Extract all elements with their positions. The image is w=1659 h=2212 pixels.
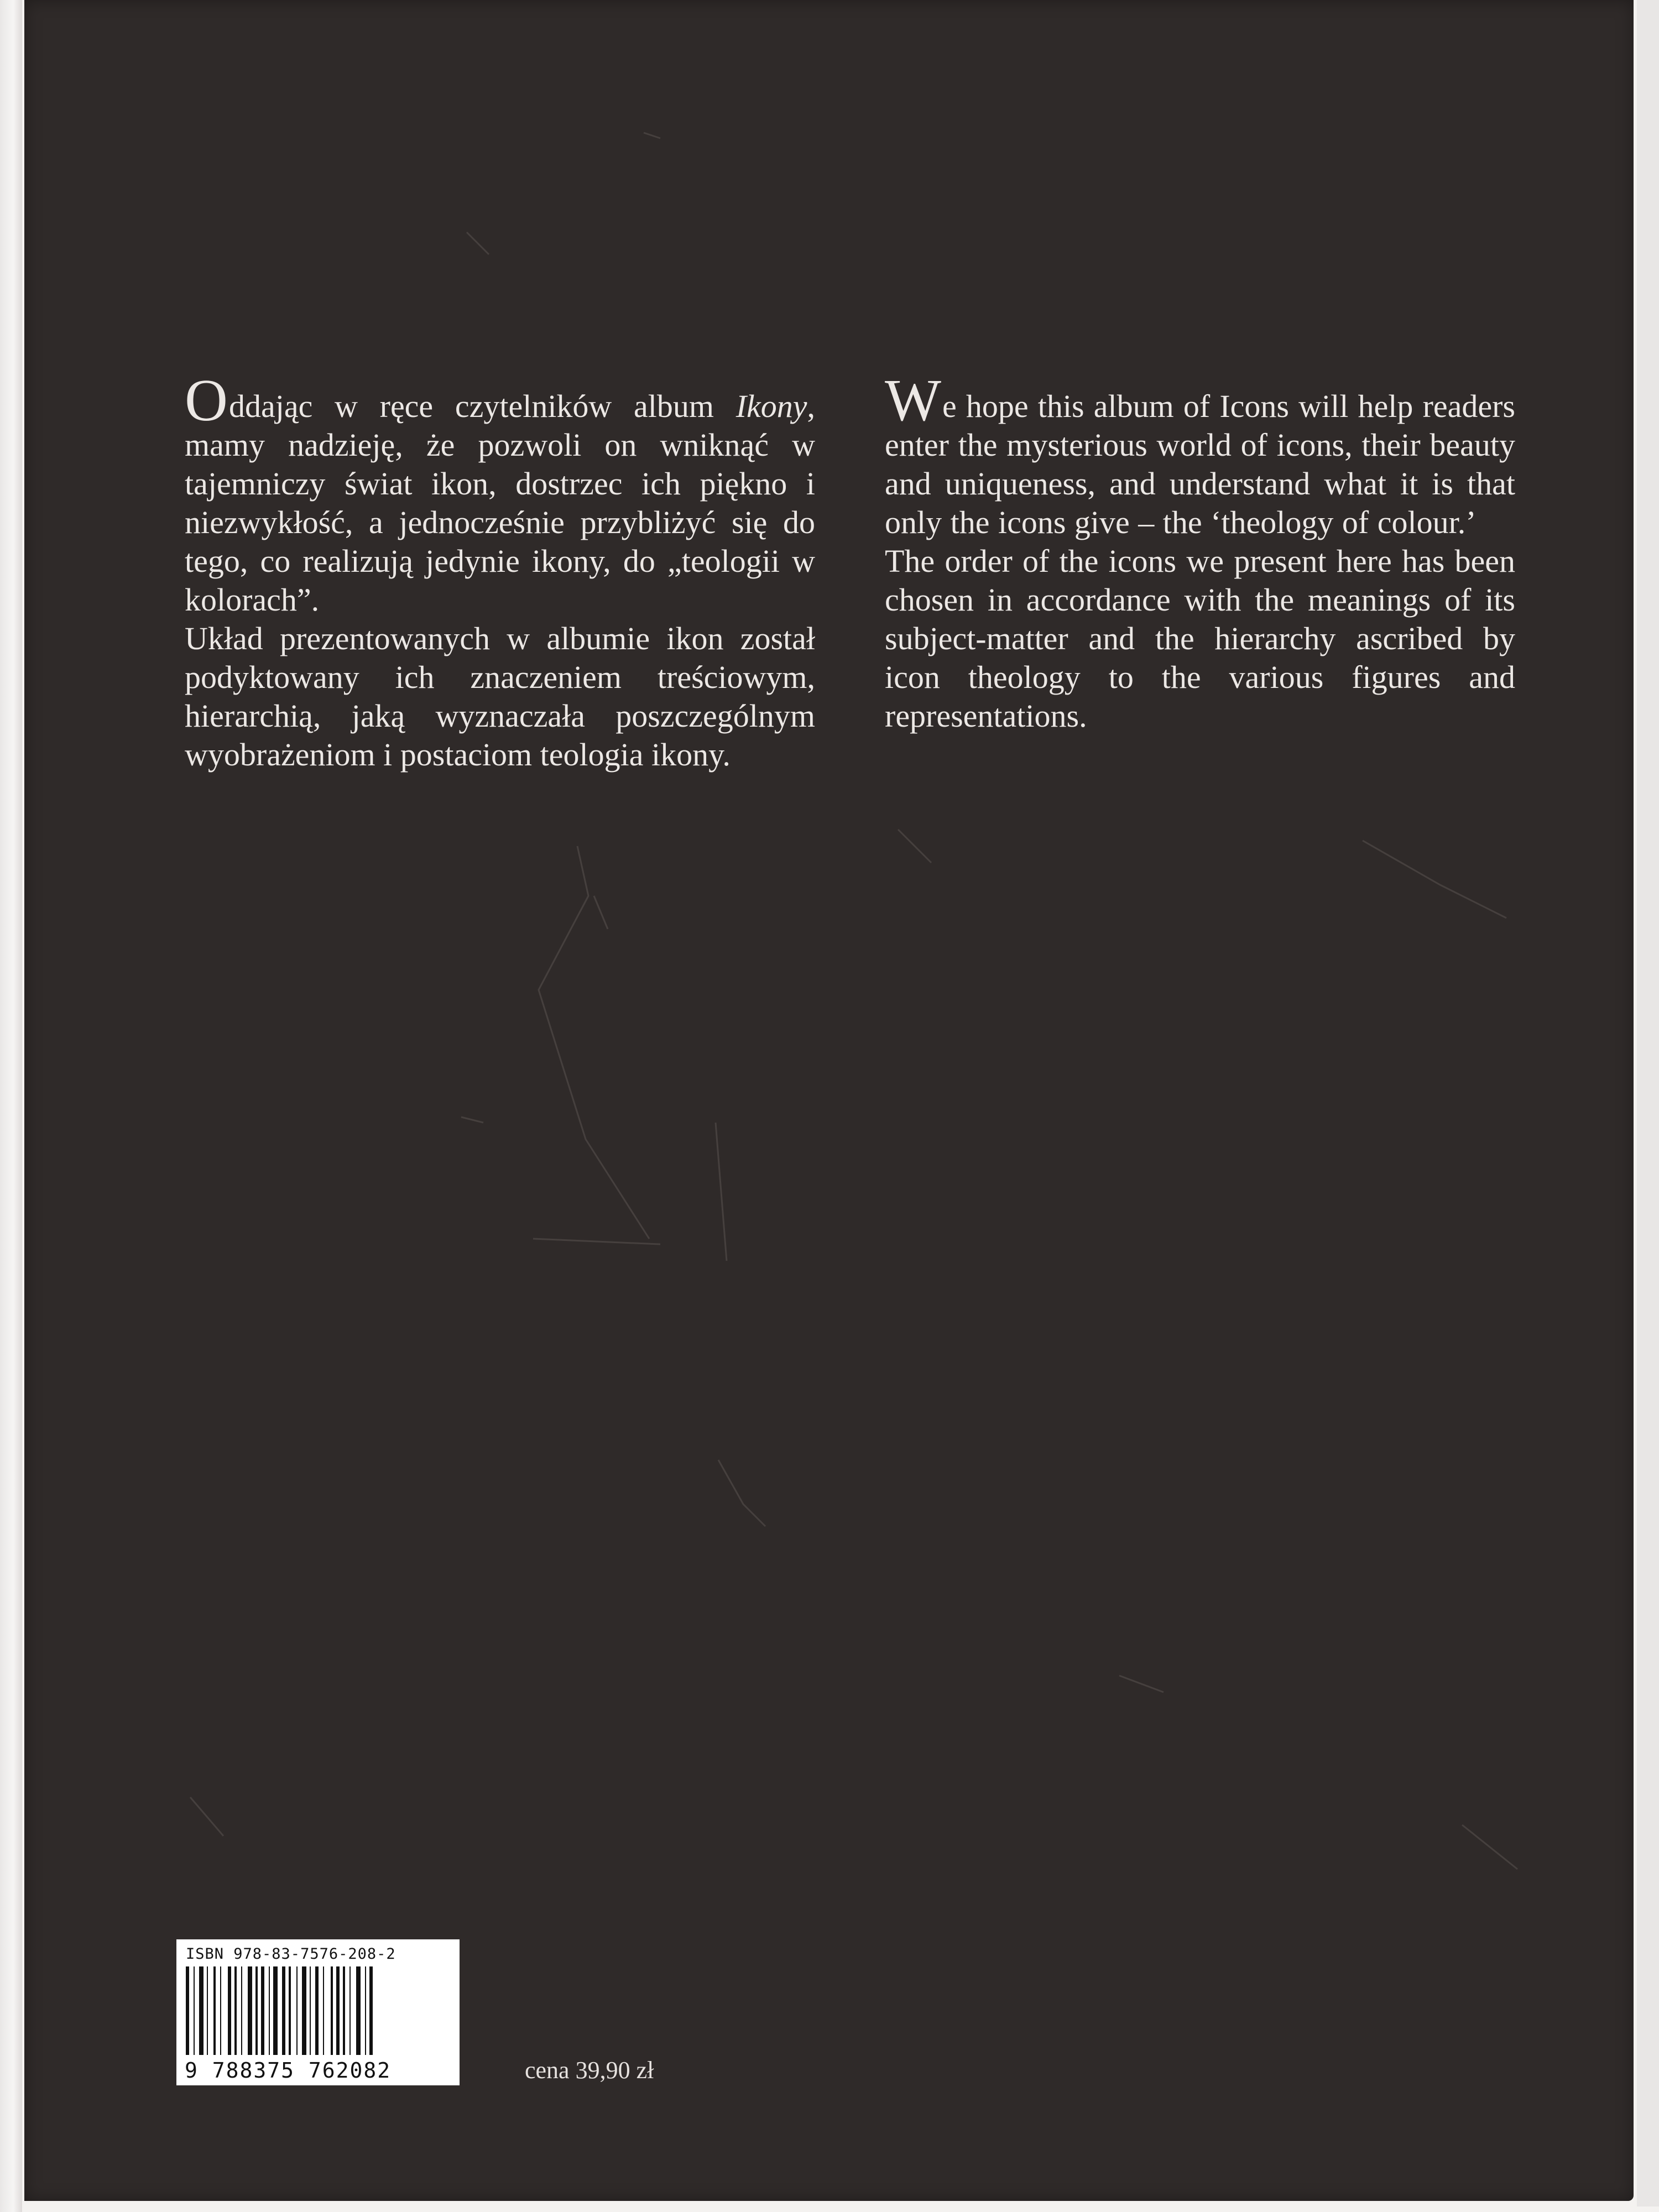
english-paragraph-1-text: e hope this album of Icons will help readers enter the mysterious world of icons, their beauty and uniqueness, and understand what it is that only the icons give – the ‘theology of colour.’ [885, 388, 1515, 540]
polish-paragraph-1-text-before: ddając w ręce czytelników album [229, 388, 736, 424]
polish-text-column [185, 368, 815, 774]
dropcap-w: W [885, 368, 941, 434]
barcode-digits: 9 788375 762082 [185, 2058, 392, 2083]
cover-right-edge [1637, 0, 1659, 2206]
dropcap-o: O [185, 368, 228, 434]
english-text-column [885, 368, 1515, 735]
cover-scratches-texture [24, 0, 1634, 2201]
price-label: cena 39,90 zł [525, 2057, 654, 2084]
barcode-bars [186, 1966, 451, 2055]
polish-paragraph-2: Układ prezentowanych w albumie ikon został podyktowany ich znaczeniem treściowym, hierarchią, jaką wyznaczała poszczególnym wyobrażeniom i postaciom teologia ikony. [185, 620, 815, 773]
album-title-italic: Ikony [735, 388, 807, 424]
english-paragraph-1 [885, 368, 1515, 542]
back-cover [24, 0, 1634, 2201]
isbn-barcode [176, 1939, 460, 2085]
polish-paragraph-1 [185, 368, 815, 619]
polish-paragraph-1-text-after: , mamy nadzieję, że pozwoli on wniknąć w tajemniczy świat ikon, dostrzec ich piękno i niezwykłość, a jednocześnie przybliżyć się do tego, co realizują jedynie ikony, do „teologii w kolorach”. [185, 388, 815, 618]
isbn-label: ISBN 978-83-7576-208-2 [186, 1945, 396, 1963]
cover-left-edge [0, 0, 22, 2212]
english-paragraph-2: The order of the icons we present here has been chosen in accordance with the meanings of its subject-matter and the hierarchy ascribed by icon theology to the various figures and representations. [885, 543, 1515, 734]
